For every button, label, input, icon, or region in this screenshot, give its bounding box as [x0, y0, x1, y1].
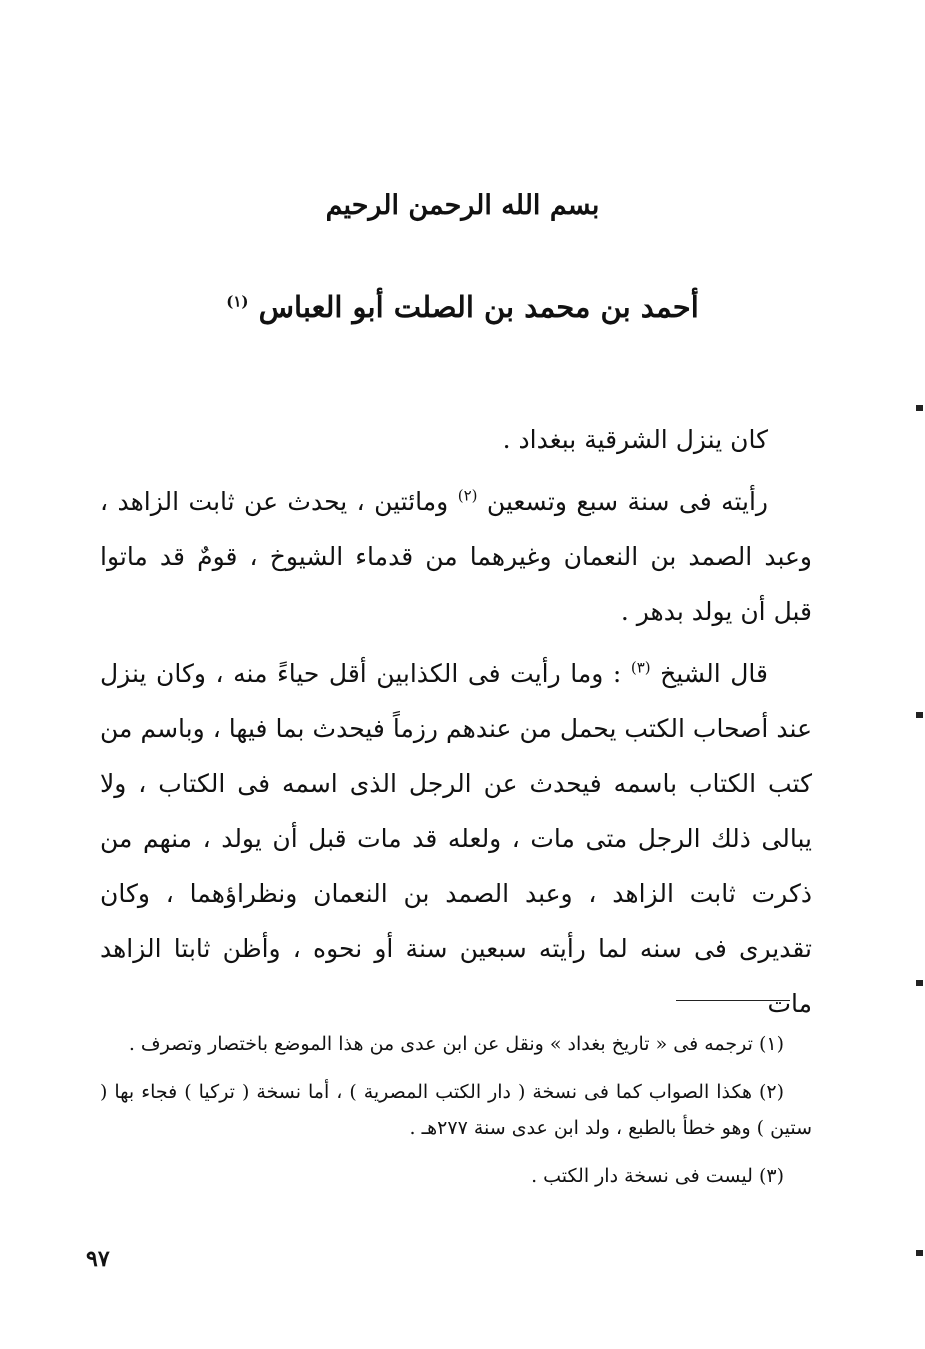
paragraph-3-part-a: قال الشيخ	[660, 659, 768, 688]
margin-mark	[916, 1250, 923, 1256]
footnote-separator	[676, 1000, 790, 1001]
footnotes	[100, 1026, 812, 1206]
entry-title-text: أحمد بن محمد بن الصلت أبو العباس	[258, 290, 699, 324]
paragraph-1: كان ينزل الشرقية ببغداد .	[502, 425, 768, 454]
paragraph-2	[100, 474, 812, 639]
footnote-3: (٣) ليست فى نسخة دار الكتب .	[531, 1165, 784, 1187]
margin-mark	[916, 712, 923, 718]
footnote-marker-2: (٢)	[457, 486, 478, 505]
margin-mark	[916, 980, 923, 986]
paragraph-2-part-a: رأيته فى سنة سبع وتسعين	[486, 487, 769, 516]
paragraph-2-part-b: ومائتين ، يحدث عن ثابت الزاهد ، وعبد الصمد بن النعمان وغيرهما من قدماء الشيوخ ، قومٌ قد ماتوا قبل أن يولد بدهر .	[100, 487, 812, 626]
footnote-1: (١) ترجمه فى « تاريخ بغداد » ونقل عن ابن عدى من هذا الموضع باختصار وتصرف .	[128, 1033, 784, 1055]
paragraph-3-part-b: : وما رأيت فى الكذابين أقل حياءً منه ، وكان ينزل عند أصحاب الكتب يحمل من عندهم رزماً فيحدث بما فيها ، وباسم من كتب الكتاب باسمه فيحدث عن الرجل الذى اسمه فى الكتاب ، ولا يبالى ذلك الرجل متى مات ، ولعله قد مات قبل أن يولد ، منهم من ذكرت ثابت الزاهد ، وعبد الصمد بن النعمان ونظراؤهما ، وكان تقديرى فى سنه لما رأيته سبعين سنة أو نحوه ، وأظن ثابتا الزاهد مات	[100, 659, 812, 1018]
margin-mark	[916, 405, 923, 411]
paragraph-3	[100, 646, 812, 1031]
entry-title	[0, 290, 925, 324]
footnote-2: (٢) هكذا الصواب كما فى نسخة ( دار الكتب المصرية ) ، أما نسخة ( تركيا ) فجاء بها ( ستين ) وهو خطأ بالطبع ، ولد ابن عدى سنة ٢٧٧هـ .	[100, 1081, 812, 1139]
page-number: ٩٧	[86, 1246, 110, 1272]
basmala-heading: بسم الله الرحمن الرحيم	[325, 190, 600, 221]
footnote-marker-3: (٣)	[630, 658, 651, 677]
footnote-marker-1: (١)	[226, 292, 249, 311]
body-text	[100, 412, 812, 1038]
